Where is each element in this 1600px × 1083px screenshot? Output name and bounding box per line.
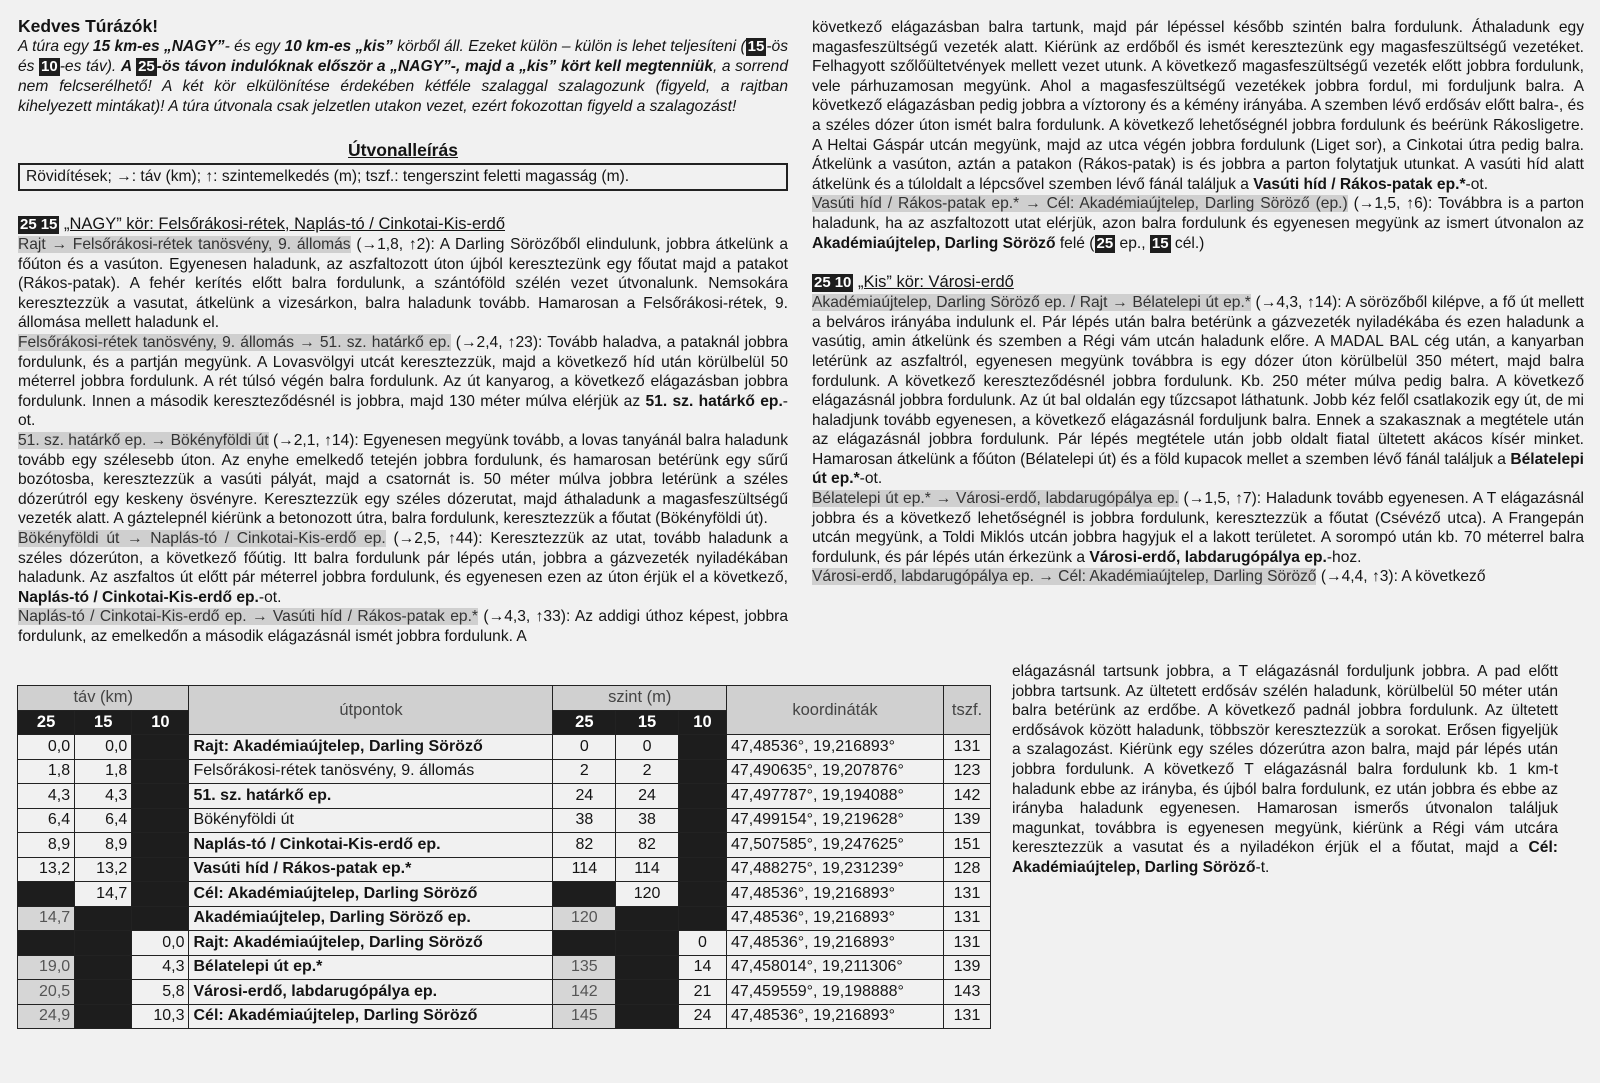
nagy-title-text: „NAGY” kör: Felsőrákosi-rétek, Naplás-tó / Cinkotai-Kis-erdő (63, 215, 506, 233)
distance-cell: 8,9 (18, 833, 75, 858)
altitude-cell: 143 (944, 980, 991, 1005)
distance-cell (132, 784, 189, 809)
kis-section-title (812, 271, 1584, 293)
stage-text-end: -hoz. (1326, 548, 1362, 566)
badge-10: 10 (834, 274, 852, 292)
altitude-cell: 151 (944, 833, 991, 858)
distance-cell: 14,7 (18, 906, 75, 931)
distance-cell: 0,0 (18, 735, 75, 760)
table-row (18, 808, 991, 833)
subheader-25: 25 (553, 710, 616, 735)
header-waypoints: útpontok (189, 686, 553, 735)
stage-text: A következő (1401, 568, 1486, 586)
distance-cell (132, 882, 189, 907)
distance-cell (75, 980, 132, 1005)
elevation-cell (616, 1004, 679, 1029)
stage-text: ep., (1115, 234, 1150, 252)
distance-cell: 6,4 (18, 808, 75, 833)
elevation-cell: 38 (616, 808, 679, 833)
stage-heading: Városi-erdő, labdarugópálya ep. → Cél: Akadémiaújtelep, Darling Söröző (812, 568, 1317, 586)
stage-checkpoint: Akadémiaújtelep, Darling Söröző (812, 234, 1056, 252)
table-row (18, 833, 991, 858)
distance-cell (132, 808, 189, 833)
stage-heading: Felsőrákosi-rétek tanösvény, 9. állomás → 51. sz. határkő ep. (18, 333, 451, 351)
waypoint-name: Felsőrákosi-rétek tanösvény, 9. állomás (189, 759, 553, 784)
waypoint-name: Vasúti híd / Rákos-patak ep.* (189, 857, 553, 882)
stage-checkpoint: Cél: Akadémiaújtelep, Darling Söröző (1012, 839, 1558, 876)
nagy-stage-6 (812, 194, 1584, 253)
stage-text-end: cél.) (1170, 234, 1205, 252)
badge-15: 15 (1151, 234, 1169, 252)
waypoint-name: Bökényföldi út (189, 808, 553, 833)
elevation-cell: 142 (553, 980, 616, 1005)
header-coordinates: koordináták (727, 686, 944, 735)
nagy-section-title (18, 213, 788, 235)
distance-cell: 1,8 (18, 759, 75, 784)
waypoint-name: Rajt: Akadémiaújtelep, Darling Söröző (189, 931, 553, 956)
stage-meta: (→2,5, ↑44): (385, 529, 491, 547)
stage-text: Keresztezzük az utat, tovább haladunk a széles dózerúton, a következő főútig. Itt balra fordulunk pár lépés után, jobbra a gázvezeték nyiladékában haladunk. Az aszfaltos út előtt pár méterrel jobbra fordulunk, és egyenesen ezen az úton érjük el a következő, (18, 529, 788, 587)
distance-cell: 14,7 (75, 882, 132, 907)
elevation-cell (678, 906, 726, 931)
nagy-stage-3 (18, 431, 788, 529)
nagy-stage-2 (18, 333, 788, 431)
stage-text-end: -ot. (258, 588, 282, 606)
greeting-part: körből áll. Ezeket külön – külön is lehet teljesíteni ( (392, 38, 746, 55)
distance-cell: 13,2 (18, 857, 75, 882)
nagy-stage-1 (18, 235, 788, 333)
altitude-cell: 131 (944, 882, 991, 907)
greeting-title-wrap (18, 16, 788, 37)
table-row (18, 857, 991, 882)
stage-text: A sörözőből kilépve, a fő út mellett a belváros irányába indulunk el. Pár lépés után balra betérünk a gázvezeték nyiladékába és ezen haladunk a vasútig, amin átkelünk és szemben a Régi vám utcán haladunk előre. A MADAL BAL cég után, a kanyarban letérünk az aszfaltról, egyenesen megyünk továbbra is egy dózer úton körülbelül 350 métert, majd balra fordulunk. A következő kereszteződésnél jobbra fordulunk. Kb. 250 méter múlva pedig balra. A következő elágazásnál jobbra fordulunk. Az út bal oldalán egy tűzcsapot láthatunk. Jobb kéz felől csatlakozik egy út, de mi haladjunk tovább egyenesen, a következő elágazásnál forduljunk balra. Ennek a szakasznak a megtétele után az elágazásnál jobbra fordulunk. Pár lépés megtétele után jobb oldalt fiatal ültetett akácos kísér minket. Hamarosan átkelünk a főúton (Bélatelepi út) és a föld kupacok mellet a szemben lévő fánál találjuk a (812, 294, 1584, 468)
elevation-cell: 0 (553, 735, 616, 760)
stage-text-end: -ot. (859, 470, 883, 488)
badge-25: 25 (20, 216, 37, 233)
coordinate-cell: 47,48536°, 19,216893° (727, 735, 944, 760)
stage-meta: (→2,1, ↑14): (268, 431, 364, 449)
stage-text: Haladunk tovább egyenesen. A T elágazásnál jobbra és a következő lehetőségnél is jobbra fordulunk, keresztezzük a főutat (Csévéző utca). A Frangepán utcán megyünk, a Toldi Miklós utcán jobbra hagyjuk el a lakott területet. A sorompó után kb. 70 méterrel balra fordulunk, és pár lépés után érkezünk a (812, 490, 1584, 566)
greeting-part: on indulóknak először a „NAGY”-, majd a „kis” kört kell megtenniük (207, 58, 713, 75)
elevation-cell: 145 (553, 1004, 616, 1029)
waypoint-name: Rajt: Akadémiaújtelep, Darling Söröző (189, 735, 553, 760)
distance-badge-25: 25 (138, 58, 155, 75)
left-column (18, 0, 788, 646)
elevation-cell: 135 (553, 955, 616, 980)
stage-meta: (→4,3, ↑14): (1250, 294, 1346, 312)
waypoint-name: Bélatelepi út ep.* (189, 955, 553, 980)
table-row (18, 1004, 991, 1029)
distance-cell (18, 931, 75, 956)
coordinate-cell: 47,497787°, 19,194088° (727, 784, 944, 809)
stage-meta: (→1,5, ↑6): (1347, 195, 1438, 213)
elevation-cell (678, 833, 726, 858)
stage-checkpoint: Városi-erdő, labdarugópálya ep. (1089, 548, 1327, 566)
header-distance: táv (km) (18, 686, 189, 711)
stage-heading: Vasúti híd / Rákos-patak ep.* → Cél: Akadémiaújtelep, Darling Söröző (ep.) (812, 195, 1348, 213)
subheader-10: 10 (132, 710, 189, 735)
elevation-cell (553, 882, 616, 907)
distance-cell: 4,3 (132, 955, 189, 980)
distance-cell (132, 857, 189, 882)
badge-15: 15 (40, 216, 58, 233)
stage-heading: Akadémiaújtelep, Darling Söröző ep. / Rajt → Bélatelepi út ep.* (812, 294, 1251, 312)
stage-meta: (→2,4, ↑23): (450, 333, 548, 351)
elevation-cell (616, 955, 679, 980)
nagy-stage-5-continued (812, 18, 1584, 194)
table-row (18, 759, 991, 784)
kis-stage-3-continued (1012, 662, 1558, 878)
right-column (812, 0, 1584, 587)
distance-cell: 10,3 (132, 1004, 189, 1029)
altitude-cell: 131 (944, 735, 991, 760)
distance-cell: 13,2 (75, 857, 132, 882)
waypoint-table (17, 685, 991, 1029)
stage-text-end: -ot. (18, 392, 788, 430)
distance-cell: 4,3 (18, 784, 75, 809)
stage-text: Az addigi úthoz képest, jobbra fordulunk, az emelkedőn a második elágazásnál ismét jobbra fordulunk. A (18, 608, 789, 645)
stage-meta: (→4,3, ↑33): (478, 608, 575, 626)
greeting-bold: -ös táv (156, 58, 208, 75)
elevation-cell: 14 (678, 955, 726, 980)
stage-text: Továbbra is a parton haladunk, ha az aszfaltozott utat elérjük, azon balra fordulunk és egyenesen megyünk az ismert útvonalon az (812, 195, 1584, 232)
altitude-cell: 131 (944, 1004, 991, 1029)
distance-cell (132, 906, 189, 931)
distance-cell: 0,0 (132, 931, 189, 956)
table-row (18, 784, 991, 809)
stage-text: Egyenesen megyünk tovább, a lovas tanyánál balra haladunk tovább egy szélesebb úton. Az enyhe emelkedő tetején jobbra fordulunk, és hamarosan betérünk egy sűrű bozótosba, keresztezzük a vasúti pályát, majd a csatornát is. 50 méter múlva jobbra letérünk a széles dózerútról egy keskeny ösvényre. Keresztezzük egy széles dózerutat, majd áthaladunk a magasfeszültségű vezeték alatt. A gáztelepnél kiérünk a betonozott útra, balra fordulunk, keresztezzük a főutat (Bökényföldi út). (18, 431, 788, 528)
header-altitude: tszf. (944, 686, 991, 735)
table-body (18, 735, 991, 1029)
stage-meta: (→1,8, ↑2): (350, 236, 440, 253)
distance-cell (132, 833, 189, 858)
stage-text: A Darling Sörözőből elindulunk, jobbra átkelünk a főúton és a vasúton. Egyenesen haladunk, az aszfaltozott úton újból keresztezünk egy főutat majd a patakot (Rákos-patak). A fehér kerítés előtt balra fordulunk, a szántóföld szélén vezet útvonalunk. Nemsokára keresztezzük a vasutat, átkelünk a vizesárkon, balra haladunk tovább. Hamarosan a Felsőrákosi-rétek, 9. állomása mellett haladunk el. (18, 236, 789, 332)
elevation-cell: 0 (678, 931, 726, 956)
elevation-cell: 24 (553, 784, 616, 809)
elevation-cell: 82 (553, 833, 616, 858)
greeting-bold: 10 km-es „kis” (284, 38, 393, 55)
elevation-cell (616, 906, 679, 931)
distance-cell: 0,0 (75, 735, 132, 760)
distance-cell: 19,0 (18, 955, 75, 980)
elevation-cell (616, 931, 679, 956)
distance-cell (75, 931, 132, 956)
coordinate-cell: 47,48536°, 19,216893° (727, 931, 944, 956)
waypoint-name: Naplás-tó / Cinkotai-Kis-erdő ep. (189, 833, 553, 858)
stage-text: elágazásnál tartsunk jobbra, a T elágazásnál forduljunk jobbra. A pad előtt jobbra tartsunk. Az ültetett erdősáv szélén haladunk, körülbelül 50 méter után balra betérünk az erdőbe. A következő padnál jobbra fordulunk. Az ültetett erdősávok között haladunk, többször keresztezzük a sorokat. Erősen figyeljük a szalagozást. Kiérünk egy széles dózerútra azon balra, majd pár lépés után jobbra fordulunk. A következő T elágazásnál balra fordulunk kb. 1 km-t haladunk ebbe az irányba, és újból balra fordulunk, ez után jobbra és ebbe az irányba haladunk egyenesen. Hamarosan ismerős útvonalon találjuk magunkat, továbbra is egyenesen megyünk, kiérünk a Régi vám utcára keresztezzük a vasutat és a nyiladékon érjük el a főutat, majd a (1012, 663, 1558, 857)
distance-cell: 1,8 (75, 759, 132, 784)
badge-25: 25 (1096, 234, 1114, 252)
distance-cell (132, 735, 189, 760)
altitude-cell: 131 (944, 931, 991, 956)
elevation-cell: 2 (616, 759, 679, 784)
stage-heading: Bökényföldi út → Naplás-tó / Cinkotai-Kis-erdő ep. (18, 529, 386, 547)
kis-title-text: „Kis” kör: Városi-erdő (857, 273, 1014, 292)
distance-badge-10: 10 (41, 58, 58, 75)
coordinate-cell: 47,490635°, 19,207876° (727, 759, 944, 784)
table-header-row (18, 686, 991, 711)
elevation-cell: 114 (616, 857, 679, 882)
stage-heading: Naplás-tó / Cinkotai-Kis-erdő ep. → Vasúti híd / Rákos-patak ep.* (18, 608, 479, 626)
distance-cell: 24,9 (18, 1004, 75, 1029)
stage-checkpoint: 51. sz. határkő ep. (645, 392, 783, 410)
waypoint-name: Cél: Akadémiaújtelep, Darling Söröző (189, 1004, 553, 1029)
waypoint-name: Akadémiaújtelep, Darling Söröző ep. (189, 906, 553, 931)
distance-cell: 5,8 (132, 980, 189, 1005)
coordinate-cell: 47,48536°, 19,216893° (727, 906, 944, 931)
distance-cell (18, 882, 75, 907)
coordinate-cell: 47,507585°, 19,247625° (727, 833, 944, 858)
greeting-part: -ös és (18, 38, 789, 75)
elevation-cell (678, 857, 726, 882)
subheader-15: 15 (75, 710, 132, 735)
elevation-cell (678, 882, 726, 907)
stage-text-end: -ot. (1465, 175, 1489, 193)
stage-text-end: -t. (1255, 858, 1270, 876)
distance-cell: 4,3 (75, 784, 132, 809)
altitude-cell: 139 (944, 955, 991, 980)
elevation-cell: 120 (616, 882, 679, 907)
stage-meta: (→1,5, ↑7): (1178, 490, 1266, 508)
elevation-cell: 21 (678, 980, 726, 1005)
elevation-cell: 82 (616, 833, 679, 858)
elevation-cell (678, 759, 726, 784)
altitude-cell: 131 (944, 906, 991, 931)
waypoint-name: Cél: Akadémiaújtelep, Darling Söröző (189, 882, 553, 907)
waypoint-name: Városi-erdő, labdarugópálya ep. (189, 980, 553, 1005)
greeting-part: , a sorrend nem felcserélhető! A két kör elkülönítése érdekében kétféle szalaggal szalagozunk (figyeld, a rajtban kihelyezett mintákat)! A túra útvonala csak jelzetlen utakon vezet, ezért fokozottan figyeld a szalagozást! (18, 58, 788, 115)
subheader-15: 15 (616, 710, 679, 735)
table-row (18, 735, 991, 760)
coordinate-cell: 47,48536°, 19,216893° (727, 1004, 944, 1029)
kis-stage-3-text (1012, 662, 1558, 878)
coordinate-cell: 47,499154°, 19,219628° (727, 808, 944, 833)
altitude-cell: 142 (944, 784, 991, 809)
elevation-cell: 2 (553, 759, 616, 784)
greeting-title: Kedves Túrázók! (18, 16, 159, 36)
distance-cell: 20,5 (18, 980, 75, 1005)
stage-checkpoint: Vasúti híd / Rákos-patak ep.* (1253, 175, 1466, 193)
subheader-25: 25 (18, 710, 75, 735)
stage-text: felé ( (1055, 234, 1095, 252)
distance-badge-15: 15 (747, 38, 765, 55)
coordinate-cell: 47,488275°, 19,231239° (727, 857, 944, 882)
route-description-heading: Útvonalleírás (348, 140, 458, 160)
elevation-cell: 38 (553, 808, 616, 833)
stage-heading: 51. sz. határkő ep. → Bökényföldi út (18, 431, 269, 449)
subheader-10: 10 (678, 710, 726, 735)
table-row (18, 906, 991, 931)
elevation-cell: 0 (616, 735, 679, 760)
distance-cell (132, 759, 189, 784)
elevation-cell (553, 931, 616, 956)
distance-cell: 8,9 (75, 833, 132, 858)
coordinate-cell: 47,459559°, 19,198888° (727, 980, 944, 1005)
distance-cell: 6,4 (75, 808, 132, 833)
stage-heading: Bélatelepi út ep.* → Városi-erdő, labdarugópálya ep. (812, 490, 1179, 508)
stage-meta: (→4,4, ↑3): (1316, 568, 1402, 586)
stage-text: Tovább haladva, a pataknál jobbra fordulunk, és a partján megyünk. A Lovasvölgyi utcát keresztezzük, majd a következő híd után körülbelül 50 méterrel jobbra fordulunk. A rét túlsó végén balra fordulunk. Az út kanyarog, a következő elágazásban jobbra fordulunk. Innen a második kereszteződésnél is jobbra, majd 130 méter múlva elérjük az (18, 333, 788, 410)
greeting-part: A túra egy (18, 38, 93, 55)
nagy-stage-4 (18, 529, 788, 607)
distance-cell (75, 906, 132, 931)
distance-cell (75, 1004, 132, 1029)
elevation-cell: 24 (616, 784, 679, 809)
elevation-cell: 24 (678, 1004, 726, 1029)
abbreviations-box: Rövidítések; →: táv (km); ↑: szintemelkedés (m); tszf.: tengerszint feletti magasság (m). (18, 163, 788, 191)
stage-heading: Rajt → Felsőrákosi-rétek tanösvény, 9. állomás (18, 236, 351, 253)
table-row (18, 882, 991, 907)
stage-text: következő elágazásban balra tartunk, majd pár lépéssel később szintén balra fordulunk. Áthaladunk egy magasfeszültségű vezeték alatt. Kiérünk az erdőből és ismét keresztezünk egy magasfeszültségű vezetéket. Felhagyott szőlőültetvények mellett vezet utunk. A következő magasfeszültségű vezeték előtt jobbra fordulunk, vele párhuzamosan megyünk. Ahol a magasfeszültségű vezetékek jobbra fordul, mi forduljunk balra. A következő elágazásban pedig jobbra a víztorony és a kémény irányába. A szemben lévő erdősáv előtt balra-, és a széles dózer úton ismét balra fordulunk. A következő lehetőségnél jobbra fordulunk és beérünk Rákosligetre. A Heltai Gáspár utcán megyünk, majd az utca végén jobbra fordulunk (Liget sor), a Cinkotai útra pedig balra. Átkelünk a vasúton, aztán a patakon (Rákos-patak) is és jobbra a parton folytatjuk utunkat. A vasúti híd alatt átkelünk és a túloldalt a lépcsővel szemben lévő fánál találjuk a (812, 19, 1584, 193)
greeting-text (18, 37, 788, 117)
elevation-cell (678, 735, 726, 760)
waypoint-name: 51. sz. határkő ep. (189, 784, 553, 809)
altitude-cell: 123 (944, 759, 991, 784)
distance-cell (75, 955, 132, 980)
altitude-cell: 128 (944, 857, 991, 882)
table-row (18, 980, 991, 1005)
altitude-cell: 139 (944, 808, 991, 833)
elevation-cell (616, 980, 679, 1005)
greeting-part: - és egy (224, 38, 285, 55)
elevation-cell: 120 (553, 906, 616, 931)
kis-stage-2 (812, 489, 1584, 567)
table-row (18, 931, 991, 956)
table-row (18, 955, 991, 980)
stage-checkpoint: Naplás-tó / Cinkotai-Kis-erdő ep. (18, 588, 259, 606)
elevation-cell (678, 808, 726, 833)
nagy-stage-5 (18, 607, 788, 646)
greeting-bold: 15 km-es „NAGY” (92, 38, 225, 55)
greeting-part: -es táv). (59, 58, 121, 75)
elevation-cell (678, 784, 726, 809)
badge-25: 25 (814, 274, 831, 292)
kis-stage-3-head (812, 567, 1584, 587)
greeting-bold: A (120, 58, 137, 75)
stage-checkpoint: Bélatelepi út ep.* (812, 450, 1584, 488)
header-elevation: szint (m) (553, 686, 727, 711)
elevation-cell: 114 (553, 857, 616, 882)
kis-stage-1 (812, 293, 1584, 489)
coordinate-cell: 47,48536°, 19,216893° (727, 882, 944, 907)
coordinate-cell: 47,458014°, 19,211306° (727, 955, 944, 980)
